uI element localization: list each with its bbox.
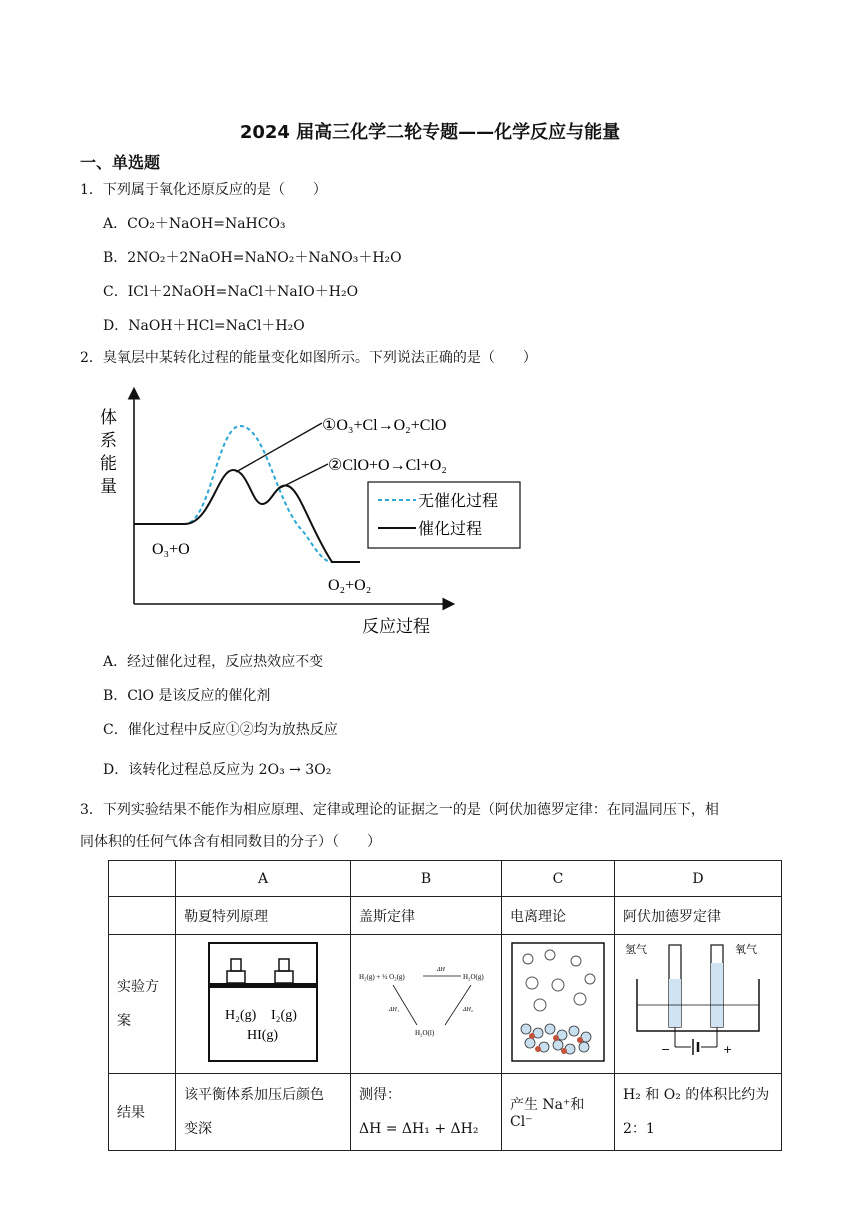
- q1-option-d[interactable]: [103, 316, 305, 336]
- principle-cell: 勒夏特列原理: [176, 897, 351, 935]
- result-line: 该平衡体系加压后颜色: [184, 1087, 325, 1103]
- option-text: 该转化过程总反应为 2O₃ → 3O₂: [128, 762, 332, 778]
- result-cell-a: [176, 1074, 351, 1151]
- product-label: O₂+O₂: [328, 577, 372, 594]
- annotation-reaction-2: ②ClO+O→Cl+O₂: [328, 457, 447, 474]
- result-line: 2：1: [623, 1121, 655, 1137]
- table-header-cell: C: [501, 861, 614, 897]
- option-letter: B．: [103, 250, 128, 266]
- table-header-row: [109, 861, 782, 897]
- figure-label: ΔH₁: [388, 1007, 399, 1013]
- sealed-container-figure: [203, 939, 323, 1065]
- figure-cell-a: [176, 935, 351, 1074]
- row-label-cell: [109, 935, 176, 1074]
- result-cell-d: [615, 1074, 782, 1151]
- hess-cycle-figure: [359, 939, 493, 1065]
- option-letter: D．: [103, 762, 129, 778]
- option-letter: A．: [103, 216, 128, 232]
- principle-cell: 电离理论: [501, 897, 614, 935]
- result-cell-b: [350, 1074, 501, 1151]
- figure-label: ΔH₂: [462, 1007, 473, 1013]
- energy-diagram: [96, 378, 520, 640]
- option-text: NaOH＋HCl=NaCl＋H₂O: [128, 318, 305, 334]
- legend-label-uncatalyzed: 无催化过程: [418, 491, 499, 510]
- table-header-cell: [109, 861, 176, 897]
- figure-label: −: [661, 1043, 671, 1056]
- option-text: ICl＋2NaOH=NaCl＋NaIO＋H₂O: [127, 284, 359, 300]
- question-3-stem-line-1: 3．下列实验结果不能作为相应原理、定律或理论的证据之一的是（阿伏加德罗定律：在同温同压下，相: [80, 802, 719, 818]
- nacl-dissolution-figure: [510, 939, 606, 1065]
- question-3-stem-line-2: 同体积的任何气体含有相同数目的分子）（ ）: [80, 834, 381, 850]
- table-header-cell: A: [176, 861, 351, 897]
- figure-label: HI(g): [247, 1028, 279, 1043]
- evidence-table: [108, 860, 782, 1151]
- q2-option-b[interactable]: [103, 686, 270, 706]
- table-row: [109, 1074, 782, 1151]
- question-1-stem: 1．下列属于氧化还原反应的是（ ）: [80, 182, 327, 198]
- y-axis-label-1: 体系能量: [96, 408, 116, 500]
- figure-label: H₂(g): [225, 1008, 257, 1023]
- figure-label: +: [723, 1043, 733, 1056]
- figure-label: ΔH: [436, 967, 445, 973]
- electrolysis-figure: [623, 939, 773, 1065]
- result-line: H₂ 和 O₂ 的体积比约为: [623, 1087, 770, 1103]
- page-title: 2024 届高三化学二轮专题——化学反应与能量: [239, 122, 621, 143]
- q1-option-a[interactable]: [103, 214, 286, 234]
- q1-option-b[interactable]: [103, 248, 402, 268]
- table-header-cell: D: [615, 861, 782, 897]
- table-header-cell: B: [350, 861, 501, 897]
- figure-cell-b: [350, 935, 501, 1074]
- figure-cell-d: [615, 935, 782, 1074]
- q2-option-c[interactable]: [103, 720, 338, 740]
- option-letter: C．: [103, 284, 128, 300]
- q2-option-a[interactable]: [103, 652, 323, 672]
- figure-label: H₂O(g): [462, 973, 484, 981]
- q1-option-c[interactable]: [103, 282, 358, 302]
- figure-label: H₂(g) + ½ O₂(g): [358, 973, 405, 981]
- figure-label: I₂(g): [271, 1008, 297, 1023]
- result-line: 变深: [184, 1121, 213, 1137]
- legend-label-catalyzed: 催化过程: [418, 519, 483, 538]
- result-cell-c: 产生 Na⁺和 Cl⁻: [501, 1074, 614, 1151]
- table-cell: [109, 897, 176, 935]
- table-row: [109, 897, 782, 935]
- x-axis-label: 反应过程: [362, 617, 430, 637]
- figure-label: 氧气: [735, 943, 757, 956]
- row-label-line: 实验方: [117, 979, 159, 995]
- q2-option-d[interactable]: [103, 760, 331, 780]
- option-text: CO₂＋NaOH=NaHCO₃: [127, 216, 286, 232]
- option-letter: D．: [103, 318, 129, 334]
- option-text: ClO 是该反应的催化剂: [127, 688, 271, 704]
- result-line: 测得：: [358, 1087, 401, 1103]
- principle-cell: 盖斯定律: [350, 897, 501, 935]
- option-letter: A．: [103, 654, 128, 670]
- option-text: 经过催化过程，反应热效应不变: [127, 654, 324, 670]
- reactant-label: O₃+O: [152, 541, 190, 558]
- table-row: [109, 935, 782, 1074]
- question-2-stem: 2．臭氧层中某转化过程的能量变化如图所示。下列说法正确的是（ ）: [80, 350, 537, 366]
- row-label-cell: 结果: [109, 1074, 176, 1151]
- figure-label: 氢气: [625, 943, 647, 956]
- section-heading: 一、单选题: [80, 153, 161, 172]
- figure-label: H₂O(l): [414, 1029, 435, 1037]
- option-letter: C．: [103, 722, 128, 738]
- option-text: 2NO₂＋2NaOH=NaNO₂＋NaNO₃＋H₂O: [127, 250, 402, 266]
- figure-cell-c: [501, 935, 614, 1074]
- row-label-line: 案: [117, 1013, 131, 1029]
- option-letter: B．: [103, 688, 128, 704]
- option-text: 催化过程中反应①②均为放热反应: [127, 722, 338, 738]
- annotation-reaction-1: ①O₃+Cl→O₂+ClO: [322, 417, 447, 434]
- principle-cell: 阿伏加德罗定律: [615, 897, 782, 935]
- result-line: ΔH = ΔH₁ + ΔH₂: [358, 1121, 479, 1137]
- annotation-leader-2: [280, 464, 328, 488]
